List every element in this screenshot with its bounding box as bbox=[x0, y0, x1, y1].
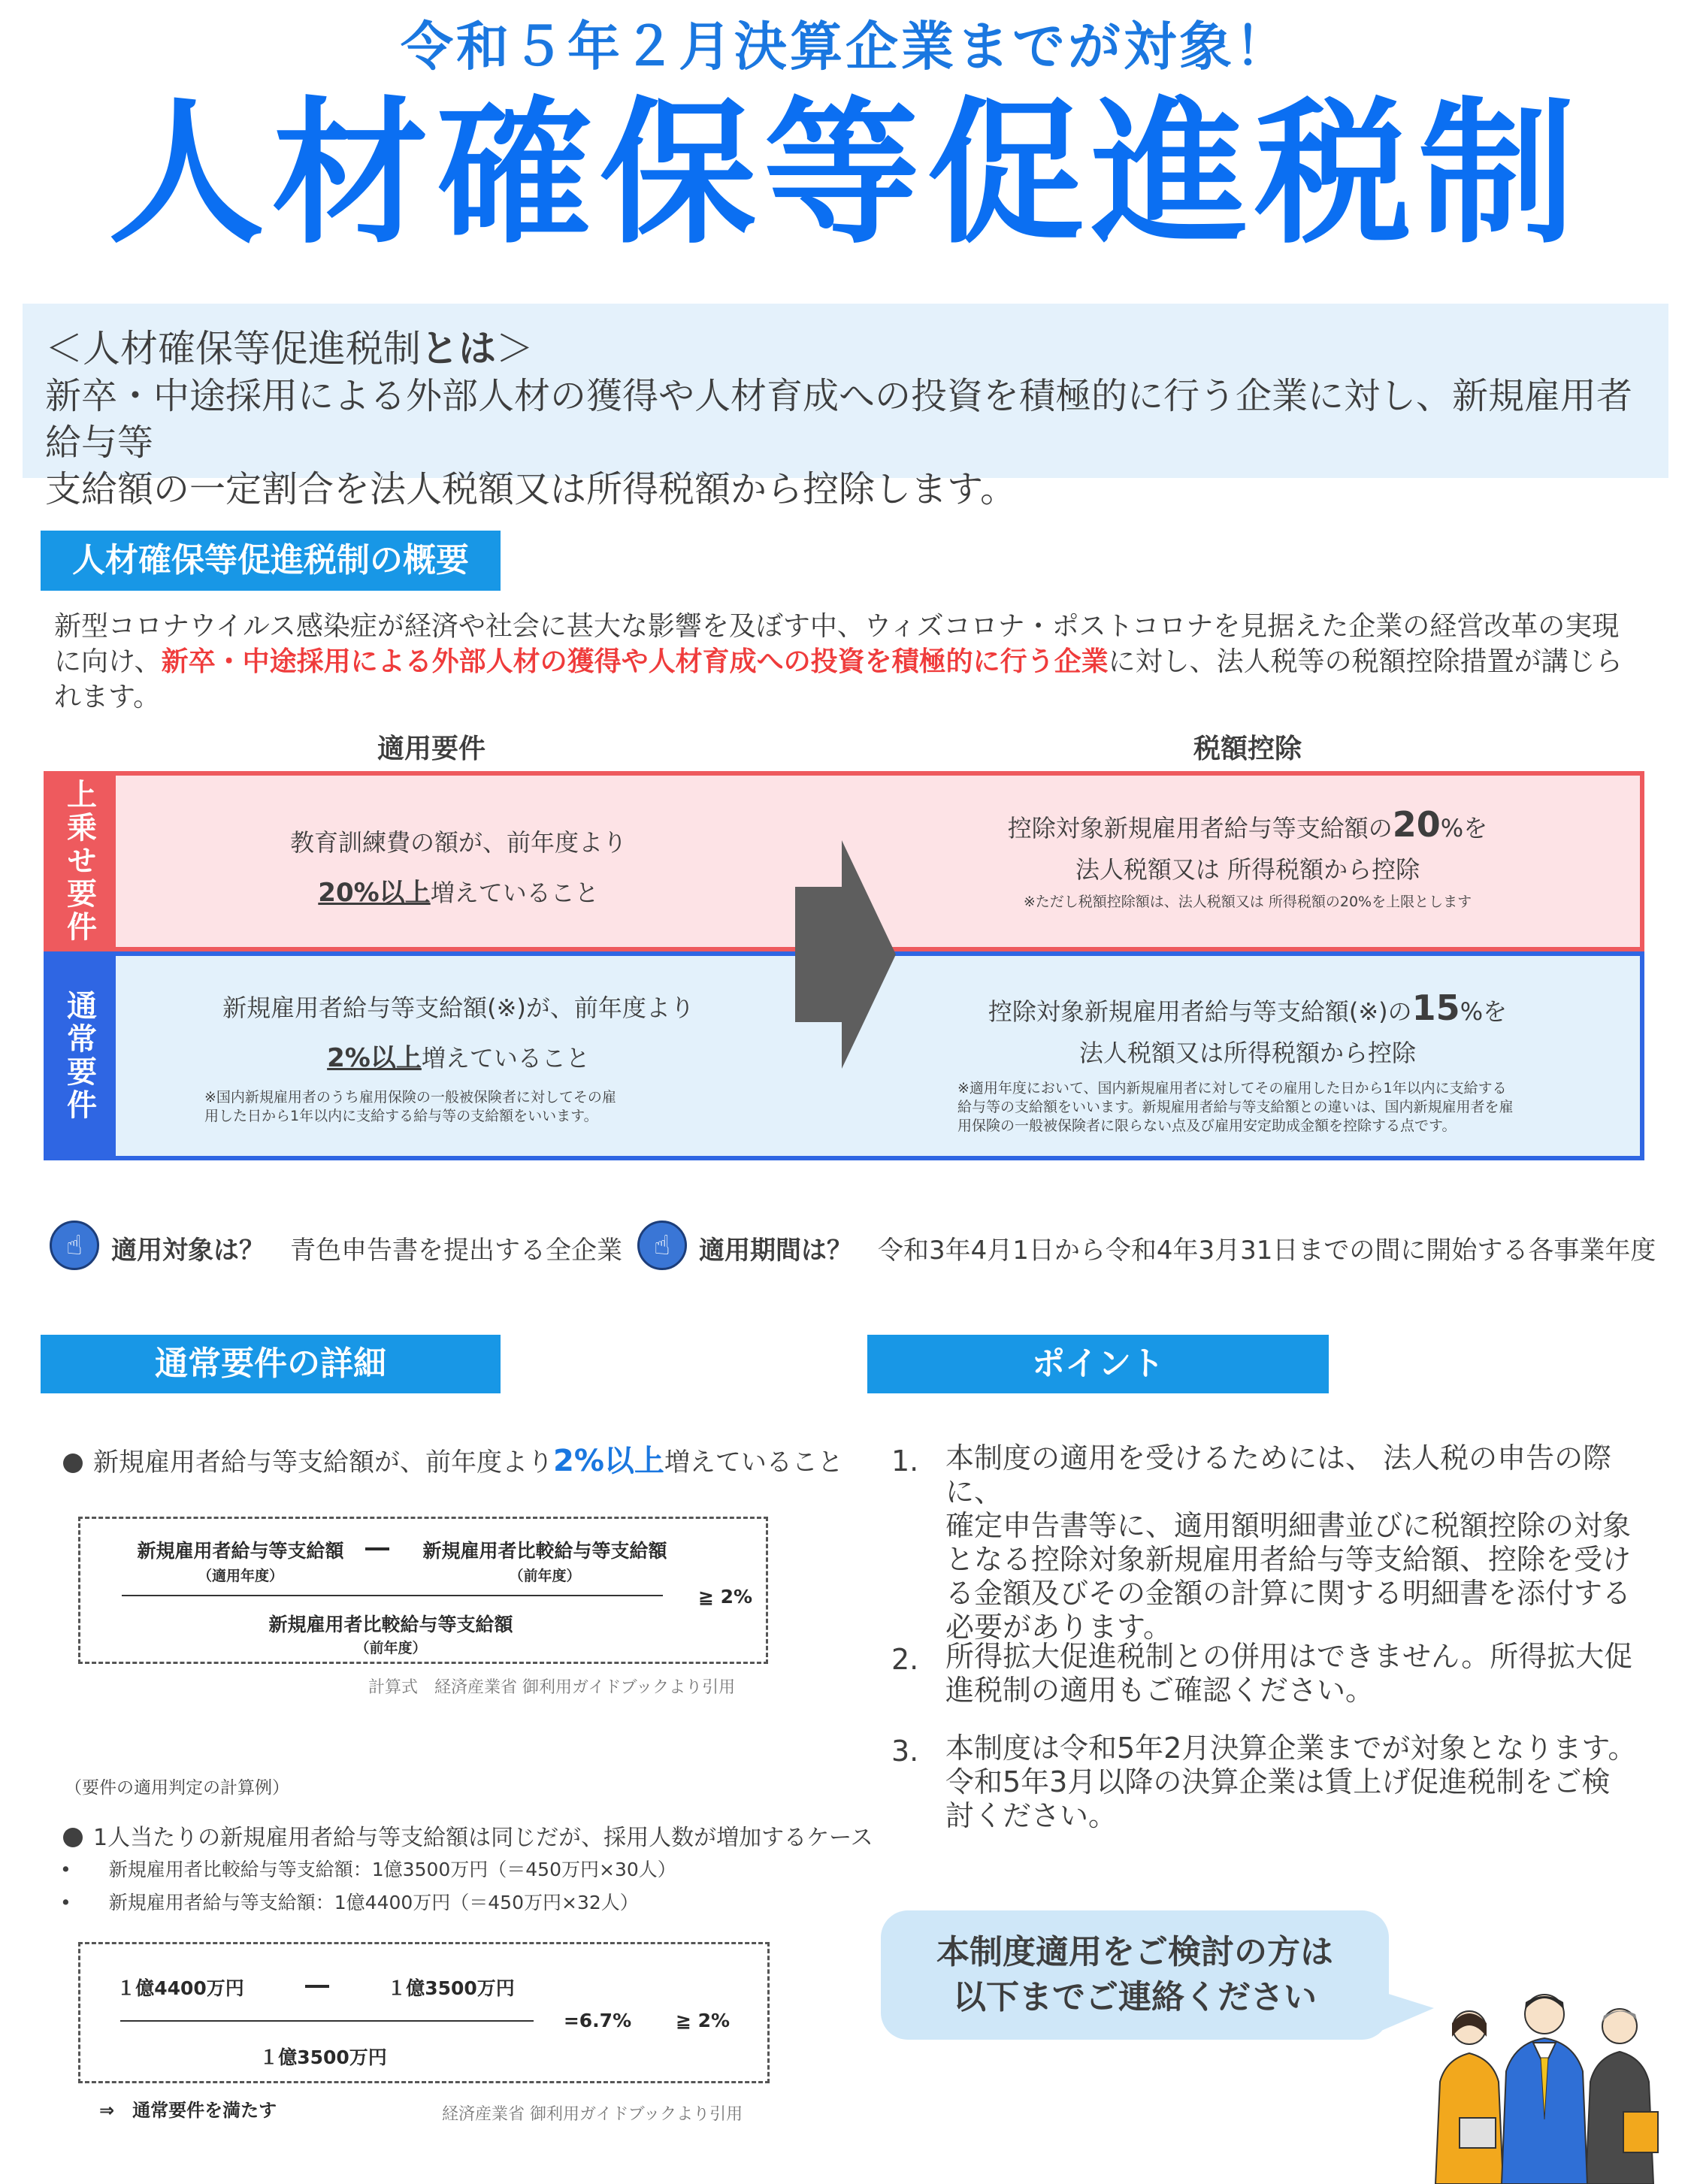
formula-fraction-line bbox=[122, 1595, 663, 1596]
target-info: 適用対象は？ 青色申告書を提出する全企業 bbox=[111, 1236, 622, 1266]
formula-citation: 計算式 経済産業省 御利用ガイドブックより引用 bbox=[368, 1678, 736, 1697]
normal-requirement-text: 新規雇用者給与等支給額(※)が、前年度より 2%以上増えていること bbox=[222, 994, 694, 1073]
formula-numerator-a-sub: （適用年度） bbox=[197, 1568, 283, 1584]
example-item: • 新規雇用者給与等支給額：1億4400万円（＝450万円×32人） bbox=[60, 1892, 639, 1913]
intro-body: 新卒・中途採用による外部人材の獲得や人材育成への投資を積極的に行う企業に対し、新規雇用者給与等 支給額の一定割合を法人税額又は所得税額から控除します。 bbox=[45, 375, 1633, 510]
calc-denominator: １億3500万円 bbox=[259, 2046, 387, 2068]
business-people-illustration bbox=[1413, 1984, 1676, 2184]
upper-requirement-text: 教育訓練費の額が、前年度より 20%以上増えていること bbox=[289, 828, 627, 908]
overview-section-label: 人材確保等促進税制の概要 bbox=[41, 531, 501, 591]
calc-condition: ≧ 2% bbox=[675, 2010, 731, 2031]
points-section-label: ポイント bbox=[867, 1335, 1329, 1393]
formula-minus: ― bbox=[365, 1533, 389, 1562]
formula-numerator-b-sub: （前年度） bbox=[509, 1568, 581, 1584]
example-bullet: 1人当たりの新規雇用者給与等支給額は同じだが、採用人数が増加するケース bbox=[63, 1819, 873, 1852]
normal-requirement-tag: 通常要件 bbox=[44, 951, 116, 1160]
point-item: 本制度の適用を受けるためには、 法人税の申告の際に、 確定申告書等に、適用額明細書並びに税額控除の対象 となる控除対象新規雇用者給与等支給額、控除を受け る金額及びその金額の計算に関する明細書を添付する 必要があります。 bbox=[945, 1441, 1632, 1644]
point-item: 所得拡大促進税制との併用はできません。所得拡大促 進税制の適用もご確認ください。 bbox=[945, 1640, 1633, 1707]
right-arrow-icon bbox=[789, 834, 902, 1075]
upper-deduction-text: 控除対象新規雇用者給与等支給額の20%を 法人税額又は 所得税額から控除 ※ただし税額控除額は、法人税額又は 所得税額の20%を上限とします bbox=[1007, 804, 1488, 910]
normal-deduction-note: ※適用年度において、国内新規雇用者に対してその雇用した日から1年以内に支給する 給与等の支給額をいいます。新規雇用者給与等支給額との違いは、国内新規雇用者を雇 用保険の一般被保険者に限らない点及び雇用安定助成金額を控除する点です。 bbox=[957, 1080, 1514, 1134]
calc-value-b: １億3500万円 bbox=[387, 1977, 515, 1999]
calc-conclusion: ⇒ 通常要件を満たす bbox=[99, 2100, 277, 2121]
normal-deduction-text: 控除対象新規雇用者給与等支給額(※)の15%を 法人税額又は所得税額から控除 bbox=[988, 988, 1508, 1067]
point-number: 3. bbox=[891, 1735, 919, 1768]
normal-detail-section-label: 通常要件の詳細 bbox=[41, 1335, 501, 1393]
point-number: 1. bbox=[891, 1444, 919, 1478]
calc-fraction-line bbox=[120, 2020, 534, 2022]
pointing-hand-icon: ☝ bbox=[50, 1221, 99, 1270]
example-item: • 新規雇用者比較給与等支給額：1億3500万円（＝450万円×30人） bbox=[60, 1859, 676, 1880]
page-title: 人材確保等促進税制 bbox=[108, 83, 1583, 265]
calc-value-a: １億4400万円 bbox=[116, 1977, 244, 1999]
point-item: 本制度は令和5年2月決算企業までが対象となります。 令和5年3月以降の決算企業は賃上げ促進税制をご検 討ください。 bbox=[945, 1732, 1637, 1832]
overview-highlight: 新卒・中途採用による外部人材の獲得や人材育成への投資を積極的に行う企業 bbox=[161, 646, 1109, 677]
contact-text: 本制度適用をご検討の方は 以下までご連絡ください bbox=[936, 1933, 1333, 2016]
formula-numerator-b: 新規雇用者比較給与等支給額 bbox=[422, 1540, 667, 1562]
normal-detail-bullet: 新規雇用者給与等支給額が、前年度より2%以上増えていること bbox=[63, 1437, 843, 1480]
calc-result: =6.7% bbox=[563, 2010, 632, 2031]
point-number: 2. bbox=[891, 1643, 919, 1676]
formula-numerator-a: 新規雇用者給与等支給額 bbox=[137, 1540, 344, 1562]
overview-text: 新型コロナウイルス感染症が経済や社会に甚大な影響を及ぼす中、ウィズコロナ・ポストコロナを見据えた企業の経営改革の実現 に向け、新卒・中途採用による外部人材の獲得や人材育成への投資を積極的に行う企業に対し、法人税等の税額控除措置が講じら れます。 bbox=[54, 611, 1623, 712]
example-heading: （要件の適用判定の計算例） bbox=[65, 1778, 289, 1798]
column-header-requirement: 適用要件 bbox=[377, 734, 486, 764]
formula-denominator: 新規雇用者比較給与等支給額 bbox=[268, 1614, 513, 1635]
intro-title: ＜人材確保等促進税制とは＞ bbox=[45, 327, 534, 371]
calc-citation: 経済産業省 御利用ガイドブックより引用 bbox=[442, 2105, 743, 2124]
calc-minus: ― bbox=[305, 1971, 329, 1999]
upper-requirement-tag: 上乗せ要件 bbox=[44, 771, 116, 951]
formula-condition: ≧ 2% bbox=[697, 1586, 753, 1608]
pointing-hand-icon: ☝ bbox=[637, 1221, 687, 1270]
formula-denominator-sub: （前年度） bbox=[355, 1640, 427, 1656]
period-info: 適用期間は？ 令和3年4月1日から令和4年3月31日までの間に開始する各事業年度 bbox=[699, 1236, 1656, 1266]
sub-headline: 令和５年２月決算企業までが対象！ bbox=[401, 16, 1290, 77]
column-header-deduction: 税額控除 bbox=[1193, 734, 1302, 764]
normal-requirement-note: ※国内新規雇用者のうち雇用保険の一般被保険者に対してその雇 用した日から1年以内に支給する給与等の支給額をいいます。 bbox=[204, 1089, 616, 1124]
